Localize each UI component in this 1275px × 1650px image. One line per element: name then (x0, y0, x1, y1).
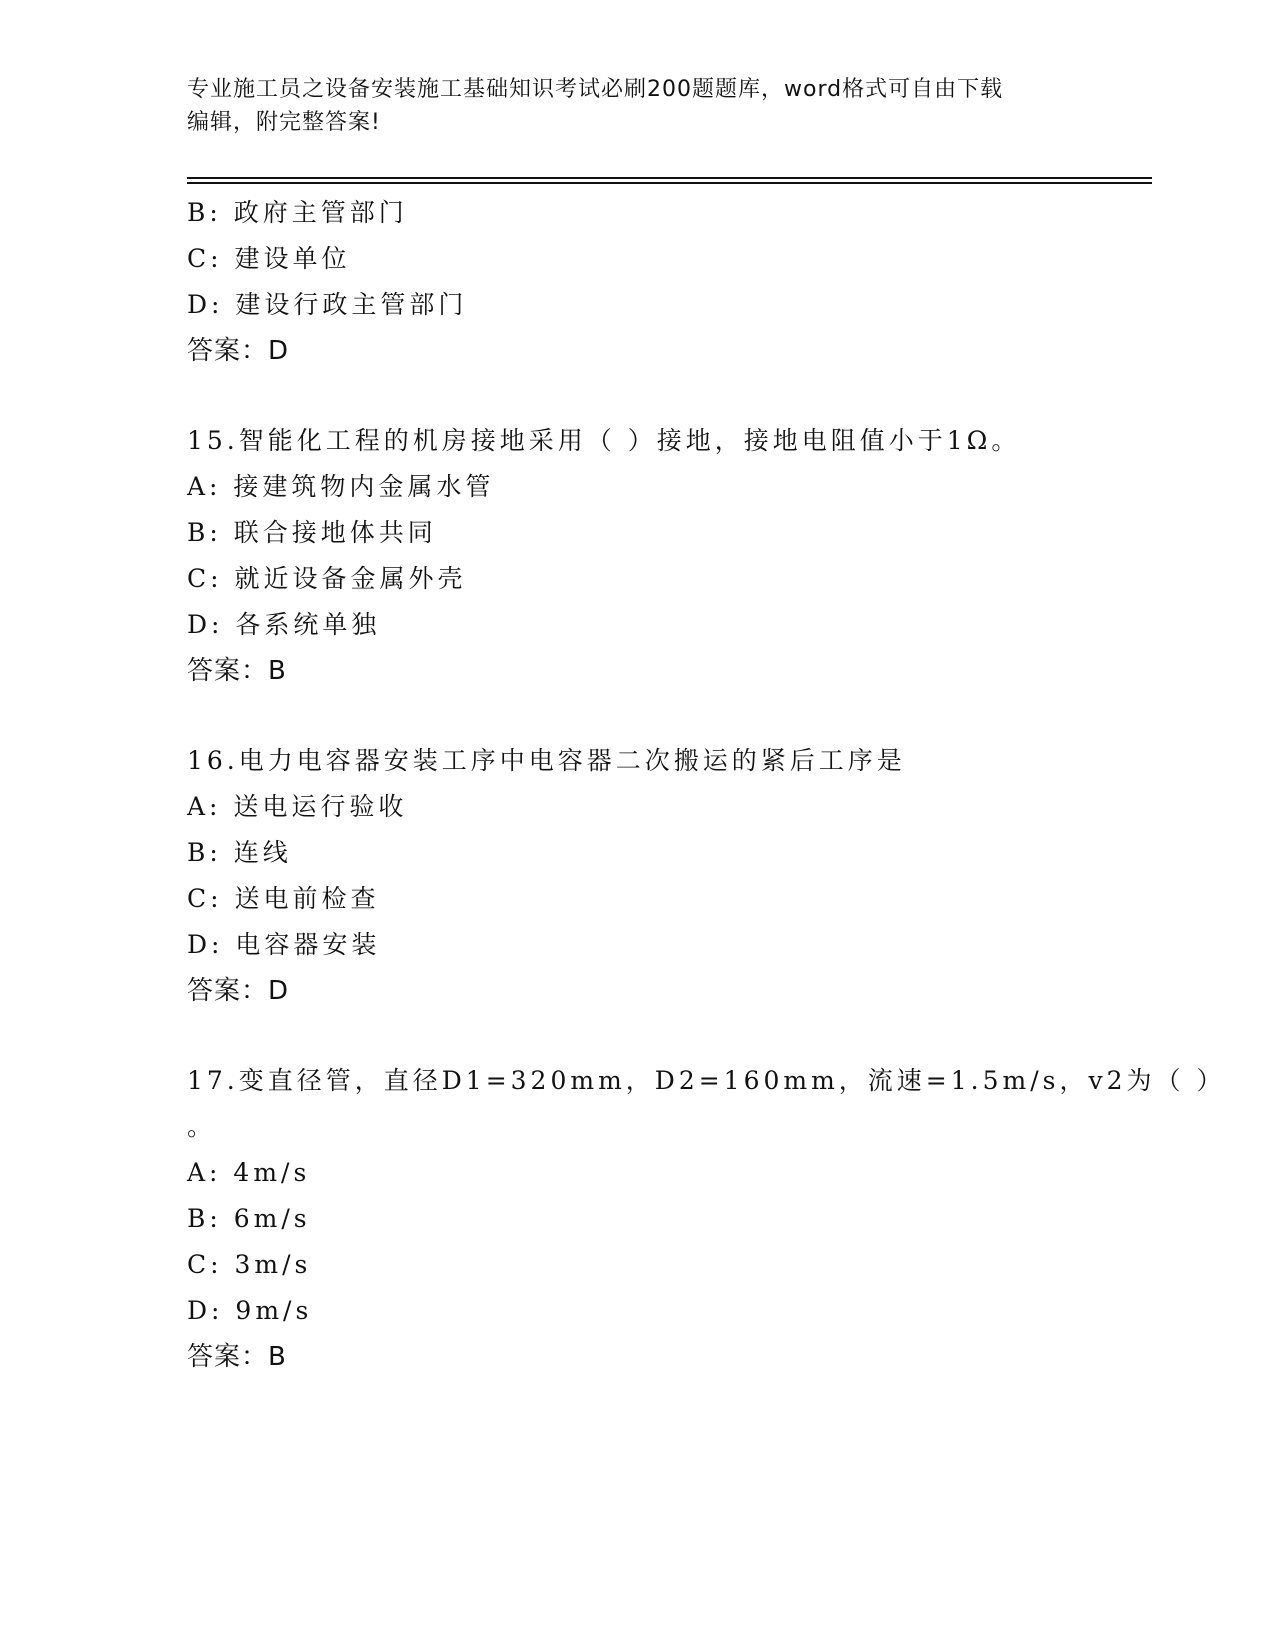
answer-line: 答案：D (187, 976, 290, 1006)
option-d: D: 9m/s (187, 1296, 313, 1325)
question-stem-continuation: 。 (187, 1112, 217, 1141)
answer-line: 答案：D (187, 336, 290, 366)
option-d: D: 各系统单独 (187, 610, 381, 639)
header-line-1: 专业施工员之设备安装施工基础知识考试必刷200题题库，word格式可自由下载 (187, 77, 1004, 102)
spacer (187, 374, 1147, 418)
option-b: B: 6m/s (187, 1204, 311, 1233)
option-a: A: 送电运行验收 (187, 792, 408, 821)
question-stem: 16.电力电容器安装工序中电容器二次搬运的紧后工序是 (187, 746, 906, 775)
option-a: A: 接建筑物内金属水管 (187, 472, 495, 501)
answer-line: 答案：B (187, 1342, 287, 1372)
header-divider-top (187, 177, 1152, 179)
question-17 (187, 1058, 1226, 1380)
question-15 (187, 418, 1147, 694)
question-stem: 15.智能化工程的机房接地采用（ ）接地，接地电阻值小于1Ω。 (187, 426, 1021, 455)
option-b: B: 连线 (187, 838, 292, 867)
option-c: C: 3m/s (187, 1250, 312, 1279)
question-14-continued (187, 190, 1147, 374)
document-body (187, 190, 1226, 1380)
header-line-2: 编辑，附完整答案! (187, 110, 381, 135)
question-stem: 17.变直径管，直径D1=320mm，D2=160mm，流速=1.5m/s，v2为（ ） (187, 1066, 1226, 1095)
option-b: B: 联合接地体共同 (187, 518, 437, 547)
question-16 (187, 738, 1147, 1014)
document-header (187, 73, 1087, 139)
option-c: C: 建设单位 (187, 244, 351, 273)
option-c: C: 就近设备金属外壳 (187, 564, 467, 593)
option-b: B: 政府主管部门 (187, 198, 408, 227)
option-d: D: 电容器安装 (187, 930, 381, 959)
option-a: A: 4m/s (187, 1158, 311, 1187)
option-c: C: 送电前检查 (187, 884, 380, 913)
option-d: D: 建设行政主管部门 (187, 290, 468, 319)
answer-line: 答案：B (187, 656, 287, 686)
header-divider-bottom (187, 182, 1152, 184)
spacer (187, 694, 1147, 738)
spacer (187, 1014, 1147, 1058)
